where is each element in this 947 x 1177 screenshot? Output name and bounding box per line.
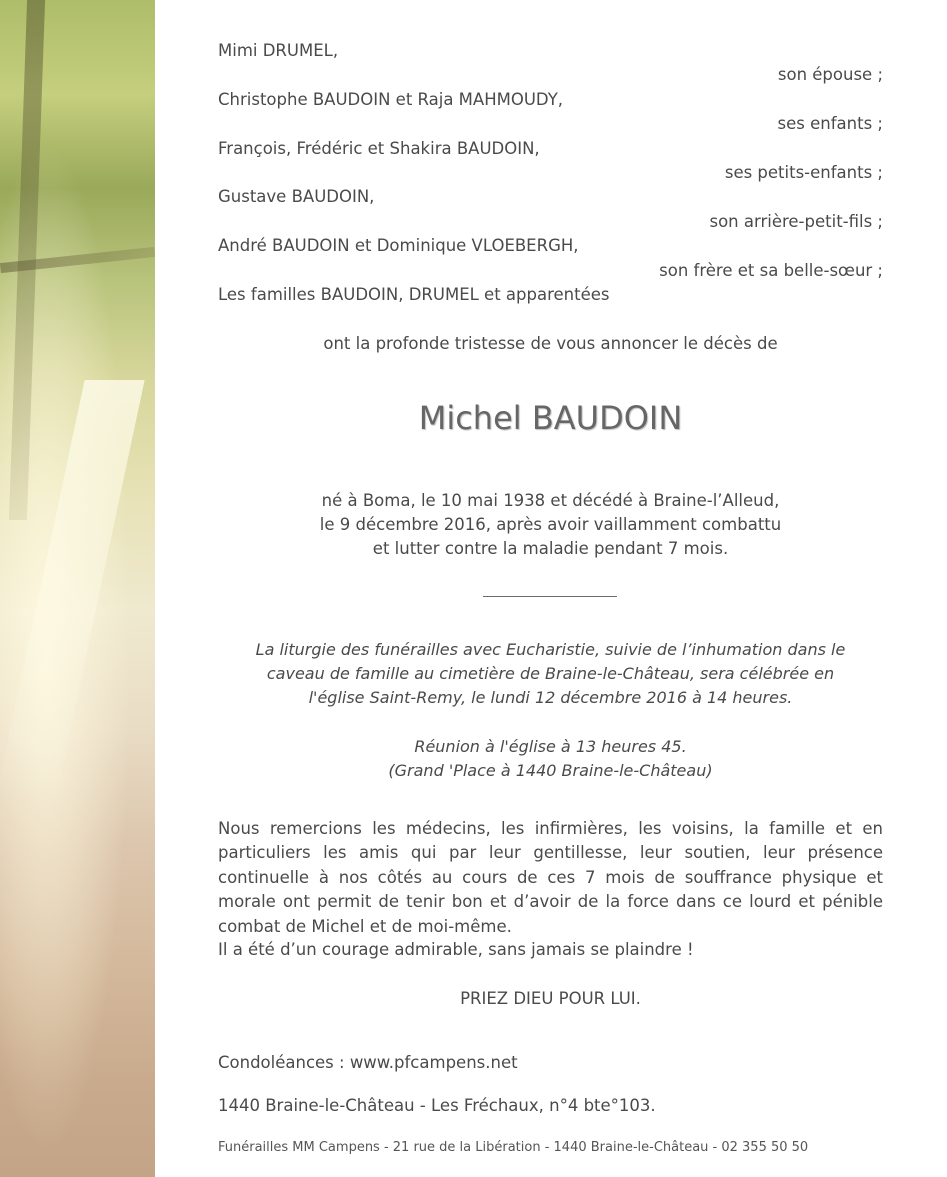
liturgy-line-3: l'église Saint-Remy, le lundi 12 décembre 2016 à 14 heures. xyxy=(308,688,793,707)
birth-death-line-2: le 9 décembre 2016, après avoir vaillamment combattu xyxy=(319,515,782,534)
condolences-text: Condoléances : www.pfcampens.net xyxy=(218,1053,518,1072)
family-role-spouse: son épouse ; xyxy=(777,65,883,84)
birth-death-line-1: né à Boma, le 10 mai 1938 et décédé à Braine-l’Alleud, xyxy=(321,491,780,510)
family-member-great-grandchild: Gustave BAUDOIN, xyxy=(218,187,375,206)
thanks-paragraph: Nous remercions les médecins, les infirmières, les voisins, la famille et en particuliers les amis qui par leur gentillesse, leur soutien, leur présence continuelle à nos côtés au cours de ces 7 mois de souffrance physique et morale ont permit de tenir bon et d’avoir de la force dans ce lourd et pénible combat de Michel et de moi-même. xyxy=(218,819,883,936)
liturgy-line-2: caveau de famille au cimetière de Braine-le-Château, sera célébrée en xyxy=(266,664,835,683)
reunion-line-1: Réunion à l'église à 13 heures 45. xyxy=(414,737,687,756)
family-member-children: Christophe BAUDOIN et Raja MAHMOUDY, xyxy=(218,90,564,109)
family-member-grandchildren: François, Frédéric et Shakira BAUDOIN, xyxy=(218,139,540,158)
liturgy-line-1: La liturgie des funérailles avec Eucharistie, suivie de l’inhumation dans le xyxy=(255,640,846,659)
birth-death-line-3: et lutter contre la maladie pendant 7 mois. xyxy=(372,539,729,558)
family-role-grandchildren: ses petits-enfants ; xyxy=(724,163,883,182)
announcement-text: ont la profonde tristesse de vous annoncer le décès de xyxy=(323,334,778,353)
family-extended: Les familles BAUDOIN, DRUMEL et apparentées xyxy=(218,285,610,304)
family-member-sibling: André BAUDOIN et Dominique VLOEBERGH, xyxy=(218,236,579,255)
funeral-home-footer: Funérailles MM Campens - 21 rue de la Libération - 1440 Braine-le-Château - 02 355 50 50 xyxy=(218,1140,809,1155)
family-role-great-grandchild: son arrière-petit-fils ; xyxy=(709,212,883,231)
prayer-text: PRIEZ DIEU POUR LUI. xyxy=(460,989,641,1008)
forest-path-image xyxy=(0,0,155,1177)
family-role-children: ses enfants ; xyxy=(777,114,883,133)
deceased-name: Michel BAUDOIN xyxy=(418,399,683,437)
reunion-line-2: (Grand 'Place à 1440 Braine-le-Château) xyxy=(388,761,713,780)
family-member-spouse: Mimi DRUMEL, xyxy=(218,41,339,60)
family-role-sibling: son frère et sa belle-sœur ; xyxy=(659,261,883,280)
courage-text: Il a été d’un courage admirable, sans jamais se plaindre ! xyxy=(218,940,694,959)
address-text: 1440 Braine-le-Château - Les Fréchaux, n°4 bte°103. xyxy=(218,1096,656,1115)
section-divider xyxy=(483,596,617,597)
